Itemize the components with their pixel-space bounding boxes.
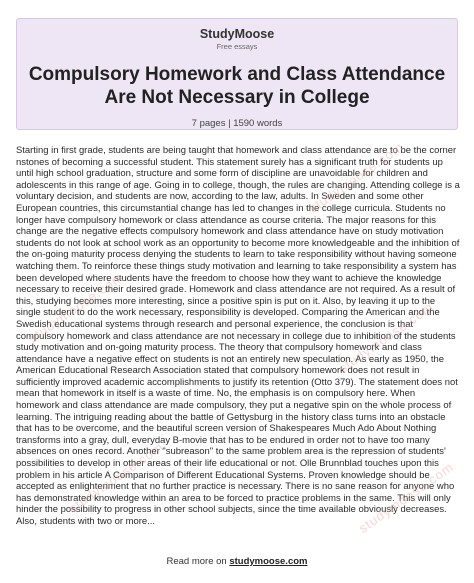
watermark: studymoose.com (355, 459, 457, 536)
brand-logo[interactable]: StudyMoose (199, 27, 275, 41)
watermark: studymoose.com (305, 139, 407, 216)
watermark: studymoose.com (25, 269, 127, 346)
essay-meta: 7 pages | 1590 words (191, 118, 283, 129)
brand-tagline: Free essays (216, 42, 258, 51)
essay-title: Compulsory Homework and Class Attendance Are Not Necessary in College (28, 64, 446, 108)
essay-body (16, 145, 460, 528)
watermark: studymoose.com (335, 299, 437, 376)
read-more-link[interactable]: studymoose.com (229, 556, 308, 567)
watermark: studymoose.com (65, 439, 167, 516)
essay-paragraph: Starting in first grade, students are being taught that homework and class attendance are to be the corner nstones of becoming a successful student. This statement surely has a significant truth for students up until high school graduation, structure and some form of discipline are unavoidable for children and adolescents in this range of age. Going in to college, though, the rules are changing. Attending college is a voluntary decision, and students are now, according to the law, adults. In Sweden and some other European countries, this circumstantial change has led to changes in the college curricula. Students no longer have compulsory homework or class attendance as course criteria. The major reasons for this change are the negative effects compulsory homework and class attendance have on study motivation students do not look at school work as an opportunity to become more knowledgeable and the inhibition of the on-going maturity process denying the students to learn to take responsibility without having someone watching them. To reinforce these things study motivation and learning to take responsibility a system has been developed where students have the freedom to choose how they want to achieve the knowledge necessary to receive their desired grade. Homework and class attendance are not required. As a result of this, studying becomes more interesting, since a positive spin is put on it. Also, by leaving it up to the single student to do the work necessary, responsibility is developed. Comparing the American and the Swedish educational systems through research and personal experience, the conclusion is that compulsory homework and class attendance are not necessary in college due to inhibition of the students study motivation and on-going maturity process. The theory that compulsory homework and class attendance have a negative effect on students is not an entirely new speculation. As early as 1950, the American Educational Research Association stated that compulsory homework does not result in sufficiently improved academic accomplishments to justify its retention (Otto 379). The statement does not mean that homework in itself is a waste of time. No, the emphasis is on compulsory here. When homework and class attendance are made compulsory, they put a negative spin on the whole process of learning. The intriguing reading about the battle of Gettysburg in the history class turns into an obstacle that has to be overcome, and the beautiful screen version of Shakespeares Much Ado About Nothing transforms into a gray, dull, everyday B-movie that has to be endured in order not to have too many absences on ones record. Another "subreason" to the same problem area is the repression of students' possibilities to develop in other areas of their life educational or not. Olle Brunnblad touches upon this problem in his article A Comparison of Different Educational Systems. Proven knowledge should be accepted as enlightenment that no further practice is necessary. There is no sane reason for anyone who has demonstrated knowledge within an area to be forced to practice problems in the same. This will only hinder the possibility to progress in other school subjects, since the time available obviously decreases. Also, students with two or more... (16, 145, 460, 527)
essay-header (16, 18, 458, 130)
read-more-prefix: Read more on (166, 556, 227, 567)
read-more-footer (0, 556, 474, 567)
